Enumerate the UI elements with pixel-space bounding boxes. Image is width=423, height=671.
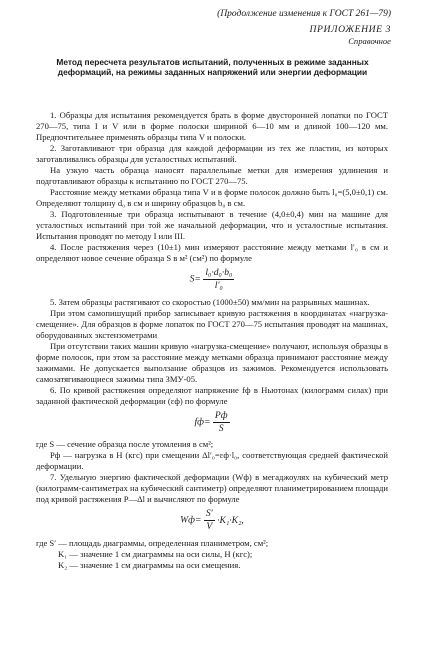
document-body [36,110,388,571]
formula-3-fraction [204,508,215,534]
paragraph-2c: Расстояние между метками образца типа V и в форме полосок должно быть l₀=(5,0±0,1) см. Определяют толщину d₀ в см и ширину образцов b₀ в см. [36,187,388,208]
paragraph-2b: На узкую часть образца наносят параллельные метки для измерения удлинения и подготавливают образцы к испытанию по ГОСТ 270—75. [36,165,388,186]
paragraph-3: 3. Подготовленные три образца испытывают в течение (4,0±0,4) мин на машине для усталостных испытаний при той же начальной деформации, что и усталостные испытания. Испытания проводят по методу I или III. [36,209,388,241]
formula-energy [36,508,388,534]
formula-3-tail: ·K₁·K₂, [217,515,244,527]
formula-section [36,267,388,293]
paragraph-6b: где S — сечение образца после утомления в см²; [36,439,214,450]
paragraph-1: 1. Образцы для испытания рекомендуется брать в форме двусторонней лопатки по ГОСТ 270—75, типа I и V или в форме полоски шириной 6—10 мм и длиной 100—120 мм. Предпочтительнее применять образцы типа V и полоски. [36,110,388,142]
appendix-label: ПРИЛОЖЕНИЕ 3 [309,24,391,35]
formula-2-lhs: fф= [194,416,211,428]
definition-k1: K₁ — значение 1 см диаграммы на оси силы, Н (кгс); [58,548,253,559]
formula-3-denominator: V [206,521,213,533]
formula-3-numerator: S′ [204,508,215,521]
paragraph-6c: Pф — нагрузка в Н (кгс) при смещении Δl′₀=εф·l₀, соответствующая средней фактической деформации. [36,450,388,472]
definition-s-prime: где S′ — площадь диаграммы, определенная планиметром, см²; [36,537,269,548]
formula-1-lhs: S= [189,273,201,285]
formula-stress [36,410,388,436]
formula-2-denominator: S [218,422,224,434]
formula-3-lhs: Wф= [180,514,202,526]
formula-1-numerator: l₀·d₀·b₀ [203,267,234,280]
paragraph-4: 4. После растяжения через (10±1) мин измеряют расстояние между метками l′₀ в см и определяют новое сечение образца S в м² (см²) по формуле [36,242,388,263]
paragraph-5c: При отсутствии таких машин кривую «нагрузка-смещение» получают, используя образцы в форме полосок, при этом за расстояние между метками образца принимают расстояние между зажимами. Не допускается выползание образцов из зажимов. Рекомендуется использовать самозатягивающиеся зажимы типа ЗМУ-05. [36,340,388,384]
paragraph-7: 7. Удельную энергию фактической деформации (Wф) в мегаджоулях на кубический метр (килограмм-сантиметрах на кубический сантиметр) определяют планиметрированием площади под кривой растяжения P—Δl и вычисляют по формуле [36,472,388,505]
formula-2-fraction [213,410,230,436]
formula-1-fraction [203,267,234,293]
paragraph-6: 6. По кривой растяжения определяют напряжение fф в Ньютонах (килограмм силах) при заданной фактической деформации (εф) по формуле [36,384,388,406]
reference-label: Справочное [348,36,391,46]
definition-k2: K₂ — значение 1 см диаграммы на оси смещения. [58,559,241,570]
page-title: Метод пересчета результатов испытаний, полученных в режиме заданных деформаций, на режимы заданных напряжений или энергии деформации [56,57,369,78]
paragraph-2: 2. Заготавливают три образца для каждой деформации из тех же пластин, из которых заготавливались образцы для усталостных испытаний. [36,143,388,164]
paragraph-5: 5. Затем образцы растягивают со скоростью (1000±50) мм/мин на разрывных машинах. [50,296,370,307]
formula-2-numerator: Pф [213,410,230,423]
definitions-list [36,538,388,571]
formula-1-denominator: l′₀ [214,280,223,292]
paragraph-5b: При этом самопишущий прибор записывает кривую растяжения в координатах «нагрузка-смещение». Для образцов в форме лопаток по ГОСТ 270—75 испытания проводят на машинах, оборудованных экстензометрами [36,307,388,340]
continuation-note: (Продолжение изменения к ГОСТ 261—79) [217,9,391,19]
